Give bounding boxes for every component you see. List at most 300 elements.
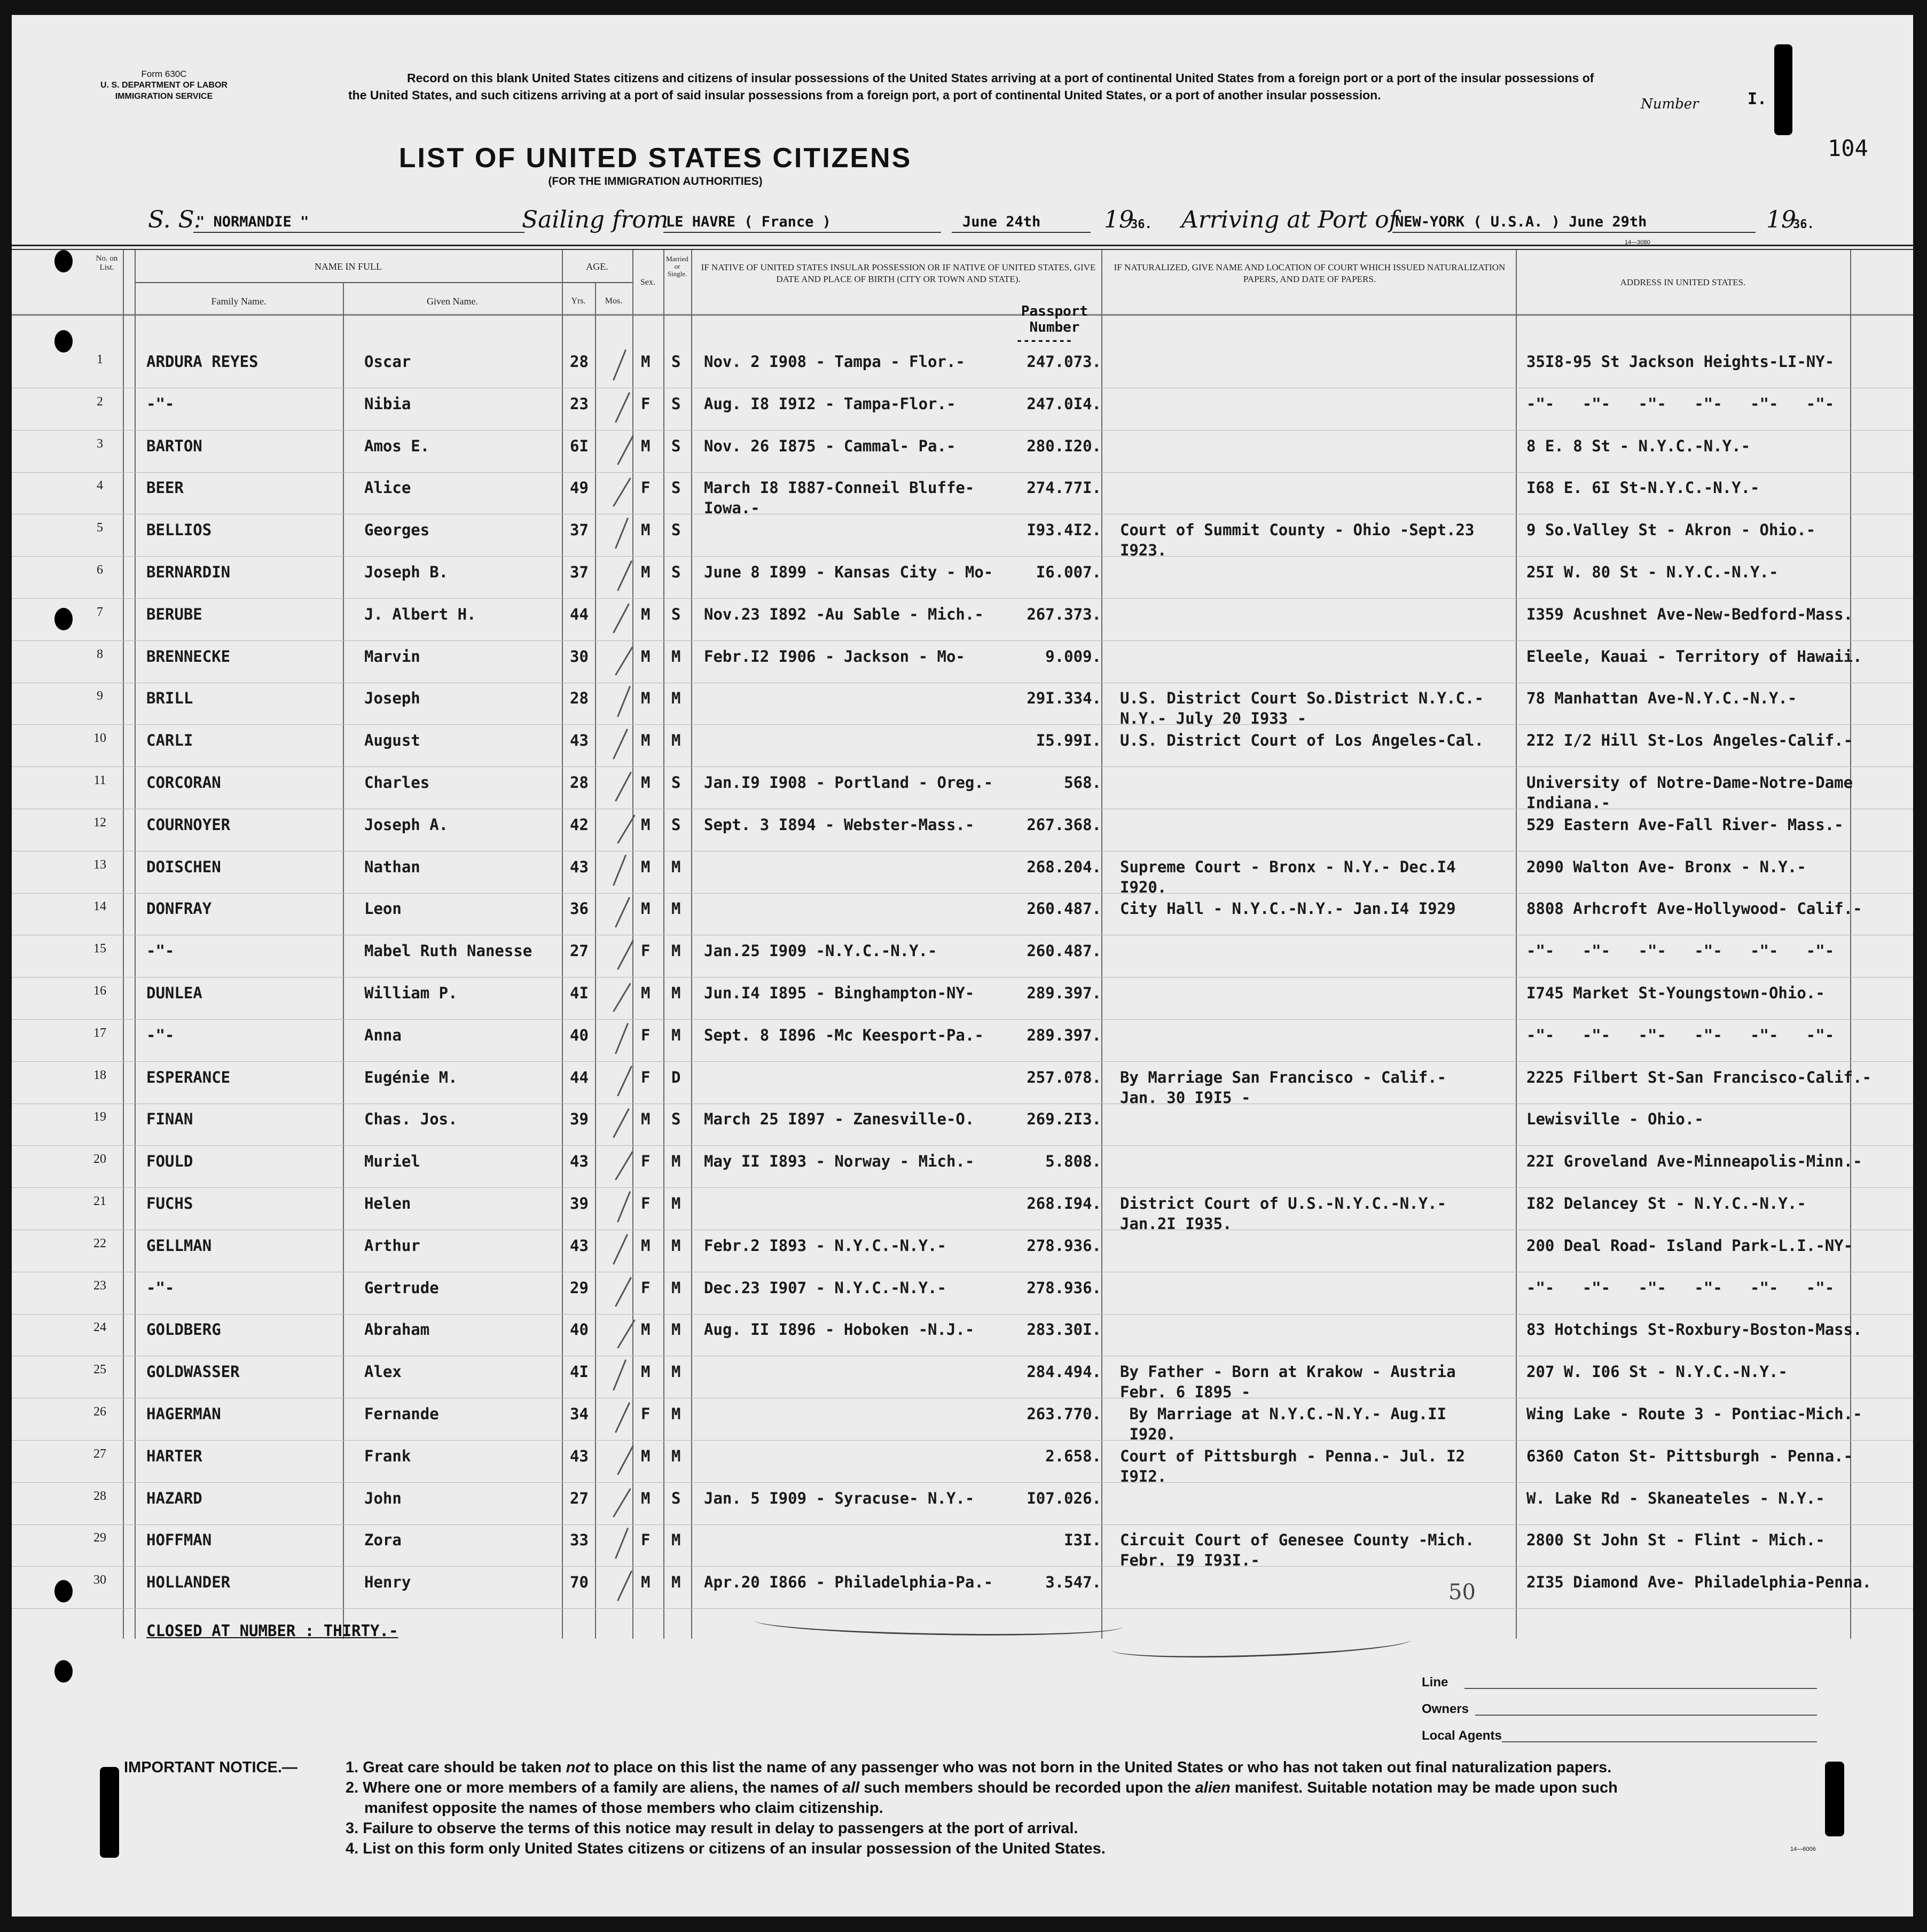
cell-family: DOISCHEN: [146, 858, 221, 876]
cell-passport: 283.30I.: [1027, 1320, 1101, 1339]
cell-family: -"-: [146, 395, 175, 413]
cell-yrs: 27: [570, 1489, 589, 1507]
header-sex: Sex.: [640, 278, 655, 287]
cell-given: Gertrude: [364, 1279, 439, 1297]
ship-rule: [193, 232, 524, 233]
cell-family: DUNLEA: [146, 984, 202, 1002]
table-row: [12, 1441, 1913, 1485]
cell-passport: 268.I94.: [1027, 1194, 1101, 1213]
cell-ms: M: [671, 1237, 681, 1255]
cell-birth: Sept. 3 I894 - Webster-Mass.-: [704, 816, 975, 834]
cell-family: HOFFMAN: [146, 1531, 212, 1549]
print-code-bottom: 14—6006: [1790, 1846, 1816, 1852]
local-agents-rule: [1502, 1741, 1817, 1742]
cell-family: COURNOYER: [146, 816, 231, 834]
handwritten-count: 50: [1448, 1580, 1476, 1605]
cell-addr: University of Notre-Dame-Notre-Dame: [1526, 773, 1853, 792]
cell-birth: Apr.20 I866 - Philadelphia-Pa.-: [704, 1573, 993, 1591]
cell-addr: 6360 Caton St- Pittsburgh - Penna.-: [1526, 1447, 1853, 1465]
cell-addr: I82 Delancey St - N.Y.C.-N.Y.-: [1526, 1194, 1806, 1213]
cell-nat: By Marriage San Francisco - Calif.-: [1120, 1068, 1447, 1086]
cell-passport: 267.373.: [1027, 605, 1101, 623]
cell-sex: F: [641, 942, 651, 960]
cell-ms: S: [671, 605, 681, 623]
cell-birth: Nov.23 I892 -Au Sable - Mich.-: [704, 605, 984, 623]
cell-addr: -"- -"- -"- -"- -"- -"-: [1526, 395, 1835, 413]
cell-passport: 257.078.: [1027, 1068, 1101, 1086]
cell-yrs: 4I: [570, 984, 589, 1002]
cell-sex: M: [641, 773, 651, 792]
cell-given: Eugénie M.: [364, 1068, 458, 1086]
table-row: [12, 346, 1913, 388]
cell-no: 1: [97, 353, 103, 366]
cell-no: 25: [93, 1363, 106, 1376]
cell-yrs: 37: [570, 521, 589, 539]
inspector-signature: [754, 1609, 1123, 1638]
cell-nat2: Jan.2I I935.: [1120, 1215, 1232, 1233]
cell-birth: Aug. II I896 - Hoboken -N.J.-: [704, 1320, 975, 1339]
cell-yrs: 34: [570, 1405, 589, 1423]
cell-birth: Febr.2 I893 - N.Y.C.-N.Y.-: [704, 1237, 946, 1255]
cell-birth: Aug. I8 I9I2 - Tampa-Flor.-: [704, 395, 956, 413]
cell-nat: Court of Summit County - Ohio -Sept.23: [1120, 521, 1475, 539]
cell-ms: M: [671, 1320, 681, 1339]
cell-no: 29: [93, 1531, 106, 1545]
arriving-label: Arriving at Port of: [1181, 206, 1398, 233]
cell-sex: M: [641, 605, 651, 623]
number-label: Number: [1641, 96, 1699, 112]
cell-sex: M: [641, 521, 651, 539]
table-row: [12, 472, 1913, 517]
cell-passport: 9.009.: [1045, 647, 1101, 666]
cell-sex: M: [641, 1489, 651, 1507]
cell-birth: Sept. 8 I896 -Mc Keesport-Pa.-: [704, 1026, 984, 1044]
cell-birth: May II I893 - Norway - Mich.-: [704, 1152, 975, 1170]
cell-passport: 247.0I4.: [1027, 395, 1101, 413]
table-row: [12, 851, 1913, 896]
cell-yrs: 40: [570, 1026, 589, 1044]
table-row: [12, 725, 1913, 766]
cell-no: 18: [93, 1068, 106, 1082]
cell-given: Helen: [364, 1194, 411, 1213]
cell-no: 7: [97, 605, 103, 619]
cell-family: GOLDWASSER: [146, 1363, 240, 1381]
punch-hole: [54, 250, 73, 272]
cell-no: 3: [97, 437, 103, 451]
cell-sex: F: [641, 1194, 651, 1213]
cell-passport: I93.4I2.: [1027, 521, 1101, 539]
cell-nat2: I9I2.: [1120, 1467, 1167, 1485]
cell-no: 9: [97, 689, 103, 703]
header-given-name: Given Name.: [427, 296, 478, 307]
cell-passport: 247.073.: [1027, 353, 1101, 371]
cell-yrs: 23: [570, 395, 589, 413]
cell-given: Marvin: [364, 647, 420, 666]
cell-birth: Jan.I9 I908 - Portland - Oreg.-: [704, 773, 993, 792]
notice-text: 1. Great care should be taken: [346, 1759, 566, 1776]
table-top-rule: [12, 249, 1913, 250]
table-row: [12, 1567, 1913, 1608]
cell-passport: 5.808.: [1045, 1152, 1101, 1170]
cell-given: Henry: [364, 1573, 411, 1591]
cell-sex: M: [641, 1237, 651, 1255]
cell-yrs: 28: [570, 773, 589, 792]
local-agents-label: Local Agents: [1422, 1728, 1502, 1743]
cell-nat2: I920.: [1120, 878, 1167, 896]
cell-yrs: 43: [570, 1447, 589, 1465]
cell-passport: 274.77I.: [1027, 479, 1101, 497]
cell-yrs: 43: [570, 731, 589, 749]
cell-yrs: 49: [570, 479, 589, 497]
header-mos: Mos.: [605, 296, 623, 306]
cell-addr: 2090 Walton Ave- Bronx - N.Y.-: [1526, 858, 1806, 876]
cell-no: 14: [93, 899, 106, 913]
cell-ms: M: [671, 689, 681, 707]
cell-given: J. Albert H.: [364, 605, 476, 623]
cell-birth: Febr.I2 I906 - Jackson - Mo-: [704, 647, 965, 666]
cell-ms: M: [671, 647, 681, 666]
table-row: [12, 1356, 1913, 1401]
cell-no: 16: [93, 984, 106, 998]
cell-addr: 529 Eastern Ave-Fall River- Mass.-: [1526, 816, 1844, 834]
cell-given: Anna: [364, 1026, 402, 1044]
cell-addr: 200 Deal Road- Island Park-L.I.-NY-: [1526, 1237, 1853, 1255]
notice-heading: IMPORTANT NOTICE.—: [124, 1759, 297, 1776]
line-rule: [1464, 1688, 1817, 1689]
table-row: [12, 893, 1913, 935]
manifest-page: [12, 15, 1913, 1917]
notice-emphasis: not: [566, 1759, 590, 1776]
cell-passport: 289.397.: [1027, 1026, 1101, 1044]
service: IMMIGRATION SERVICE: [115, 92, 213, 101]
cell-birth: March I8 I887-Conneil Bluffe-: [704, 479, 975, 497]
cell-sex: M: [641, 984, 651, 1002]
year2-prefix: 19: [1766, 206, 1796, 233]
cell-given: Alex: [364, 1363, 402, 1381]
cell-family: FOULD: [146, 1152, 193, 1170]
cell-yrs: 28: [570, 689, 589, 707]
cell-given: Charles: [364, 773, 430, 792]
header-bottom-rule: [12, 314, 1913, 316]
cell-family: -"-: [146, 1279, 175, 1297]
table-row: [12, 514, 1913, 559]
cell-yrs: 70: [570, 1573, 589, 1591]
notice-item-4: 4. List on this form only United States citizens or citizens of an insular possession of the United States.: [346, 1840, 1106, 1857]
cell-addr: I359 Acushnet Ave-New-Bedford-Mass.: [1526, 605, 1853, 623]
cell-no: 19: [93, 1110, 106, 1124]
cell-ms: M: [671, 731, 681, 749]
cell-no: 15: [93, 942, 106, 956]
cell-ms: M: [671, 1531, 681, 1549]
cell-addr: Wing Lake - Route 3 - Pontiac-Mich.-: [1526, 1405, 1862, 1423]
header-no: No. on List.: [96, 254, 118, 272]
cell-given: William P.: [364, 984, 458, 1002]
cell-addr: 9 So.Valley St - Akron - Ohio.-: [1526, 521, 1816, 539]
cell-ms: S: [671, 773, 681, 792]
cell-no: 24: [93, 1320, 106, 1334]
cell-yrs: 40: [570, 1320, 589, 1339]
cell-sex: F: [641, 395, 651, 413]
cell-no: 17: [93, 1026, 106, 1040]
cell-nat: District Court of U.S.-N.Y.C.-N.Y.-: [1120, 1194, 1447, 1213]
cell-nat: U.S. District Court So.District N.Y.C.-: [1120, 689, 1484, 707]
cell-addr: 78 Manhattan Ave-N.Y.C.-N.Y.-: [1526, 689, 1797, 707]
header-married: Married or Single.: [666, 255, 688, 278]
name-subheader-rule: [135, 282, 562, 283]
notice-text: such members should be recorded upon the: [859, 1779, 1195, 1796]
cell-family: HOLLANDER: [146, 1573, 231, 1591]
cell-no: 13: [93, 858, 106, 872]
cell-given: Nibia: [364, 395, 411, 413]
cell-passport: 260.487.: [1027, 942, 1101, 960]
cell-birth2: Iowa.-: [704, 499, 760, 517]
cell-no: 4: [97, 479, 103, 492]
cell-no: 8: [97, 647, 103, 661]
notice-text: 2. Where one or more members of a family are aliens, the names of: [346, 1779, 842, 1796]
line-label: Line: [1422, 1675, 1448, 1689]
cell-addr: Eleele, Kauai - Territory of Hawaii.: [1526, 647, 1862, 666]
table-row: [12, 431, 1913, 472]
cell-given: Fernande: [364, 1405, 439, 1423]
cell-passport: 278.936.: [1027, 1237, 1101, 1255]
table-row: [12, 1146, 1913, 1187]
cell-ms: M: [671, 858, 681, 876]
cell-addr: I745 Market St-Youngstown-Ohio.-: [1526, 984, 1825, 1002]
cell-given: Joseph: [364, 689, 420, 707]
header-passport: Passport Number: [1021, 303, 1088, 335]
cell-addr: 83 Hotchings St-Roxbury-Boston-Mass.: [1526, 1320, 1862, 1339]
cell-passport: 568.: [1064, 773, 1101, 792]
cell-family: BRENNECKE: [146, 647, 231, 666]
page-title: LIST OF UNITED STATES CITIZENS: [398, 143, 912, 174]
cell-ms: S: [671, 1489, 681, 1507]
cell-ms: M: [671, 899, 681, 918]
table-row: [12, 1020, 1913, 1061]
cell-ms: S: [671, 521, 681, 539]
cell-passport: I07.026.: [1027, 1489, 1101, 1507]
cell-family: CARLI: [146, 731, 193, 749]
cell-sex: M: [641, 1320, 651, 1339]
cell-addr: 207 W. I06 St - N.Y.C.-N.Y.-: [1526, 1363, 1788, 1381]
cell-ms: S: [671, 1110, 681, 1128]
cell-addr2: Indiana.-: [1526, 794, 1611, 812]
notice-text: manifest. Suitable notation may be made upon such: [1230, 1779, 1618, 1796]
table-row: [12, 1104, 1913, 1145]
cell-family: HAZARD: [146, 1489, 202, 1507]
cell-yrs: 4I: [570, 1363, 589, 1381]
cell-family: BARTON: [146, 437, 202, 455]
cell-passport: 284.494.: [1027, 1363, 1101, 1381]
cell-passport: I3I.: [1064, 1531, 1101, 1549]
notice-item-1: [346, 1757, 1841, 1778]
header-yrs: Yrs.: [571, 296, 586, 306]
owners-rule: [1475, 1715, 1817, 1716]
cell-addr: 2I2 I/2 Hill St-Los Angeles-Calif.-: [1526, 731, 1853, 749]
cell-given: John: [364, 1489, 402, 1507]
cell-no: 2: [97, 395, 103, 409]
cell-no: 20: [93, 1152, 106, 1166]
ship-name: " NORMANDIE ": [196, 214, 309, 230]
header-family-name: Family Name.: [211, 296, 267, 307]
intro-text: Record on this blank United States citizens and citizens of insular possessions of the United States arriving at a port of continental United States from a foreign port or a port of the insular possessions of the United States, and such citizens arriving at a port of said insular possessions from a foreign port, a port of continental United States, or a port of another insular possession.: [348, 71, 1594, 102]
closed-at-number: CLOSED AT NUMBER : THIRTY.-: [146, 1622, 398, 1640]
cell-addr: 8 E. 8 St - N.Y.C.-N.Y.-: [1526, 437, 1751, 455]
cell-no: 12: [93, 816, 106, 830]
notice-item-2: [346, 1778, 1841, 1798]
cell-sex: M: [641, 858, 651, 876]
cell-sex: M: [641, 647, 651, 666]
cell-birth: Jan. 5 I909 - Syracuse- N.Y.-: [704, 1489, 975, 1507]
cell-family: HAGERMAN: [146, 1405, 221, 1423]
ss-label: S. S.: [148, 206, 201, 233]
header-age: AGE.: [586, 261, 608, 272]
cell-yrs: 43: [570, 1237, 589, 1255]
date-rule: [952, 232, 1091, 233]
cell-given: Arthur: [364, 1237, 420, 1255]
print-code: 14—3080: [1625, 239, 1650, 246]
table-row: [12, 1314, 1913, 1356]
cell-yrs: 39: [570, 1194, 589, 1213]
cell-family: BEER: [146, 479, 184, 497]
cell-yrs: 27: [570, 942, 589, 960]
cell-passport: 289.397.: [1027, 984, 1101, 1002]
cell-nat2: Febr. I9 I93I.-: [1120, 1551, 1260, 1569]
cell-birth: Nov. 2 I908 - Tampa - Flor.-: [704, 353, 965, 371]
cell-passport: 2.658.: [1045, 1447, 1101, 1465]
cell-passport: 267.368.: [1027, 816, 1101, 834]
cell-sex: M: [641, 689, 651, 707]
cell-yrs: 44: [570, 1068, 589, 1086]
cell-passport: 280.I20.: [1027, 437, 1101, 455]
table-row: [12, 557, 1913, 598]
table-row: [12, 1272, 1913, 1314]
cell-addr: 22I Groveland Ave-Minneapolis-Minn.-: [1526, 1152, 1862, 1170]
to-rule: [1392, 232, 1756, 233]
year1-suffix: 36.: [1131, 218, 1152, 231]
cell-birth: Jun.I4 I895 - Binghampton-NY-: [704, 984, 975, 1002]
cell-passport: 29I.334.: [1027, 689, 1101, 707]
cell-addr: 2225 Filbert St-San Francisco-Calif.-: [1526, 1068, 1872, 1086]
cell-given: Chas. Jos.: [364, 1110, 458, 1128]
cell-ms: M: [671, 1573, 681, 1591]
cell-no: 6: [97, 563, 103, 577]
table-row: [12, 1524, 1913, 1569]
table-top-rule: [12, 245, 1913, 246]
cell-given: Zora: [364, 1531, 402, 1549]
cell-addr: Lewisville - Ohio.-: [1526, 1110, 1704, 1128]
cell-ms: S: [671, 563, 681, 581]
cell-family: ESPERANCE: [146, 1068, 231, 1086]
row-rule: [12, 1608, 1913, 1609]
department: U. S. DEPARTMENT OF LABOR: [100, 81, 228, 90]
cell-family: -"-: [146, 942, 175, 960]
cell-yrs: 44: [570, 605, 589, 623]
cell-nat: Supreme Court - Bronx - N.Y.- Dec.I4: [1120, 858, 1456, 876]
notice-emphasis: all: [842, 1779, 860, 1796]
cell-family: ARDURA REYES: [146, 353, 258, 371]
cell-sex: M: [641, 816, 651, 834]
cell-no: 5: [97, 521, 103, 535]
cell-nat: Court of Pittsburgh - Penna.- Jul. I2: [1120, 1447, 1466, 1465]
table-row: [12, 767, 1913, 812]
cell-yrs: 29: [570, 1279, 589, 1297]
cell-yrs: 43: [570, 1152, 589, 1170]
table-row: [12, 599, 1913, 640]
table-row: [12, 809, 1913, 851]
cell-given: Nathan: [364, 858, 420, 876]
table-row: [12, 1483, 1913, 1524]
cell-ms: M: [671, 1194, 681, 1213]
table-row: [12, 977, 1913, 1019]
cell-ms: M: [671, 984, 681, 1002]
cell-yrs: 33: [570, 1531, 589, 1549]
cell-addr: 8808 Arhcroft Ave-Hollywood- Calif.-: [1526, 899, 1862, 918]
cell-sex: F: [641, 1026, 651, 1044]
cell-addr: I68 E. 6I St-N.Y.C.-N.Y.-: [1526, 479, 1760, 497]
cell-passport: 260.487.: [1027, 899, 1101, 918]
cell-passport: 278.936.: [1027, 1279, 1101, 1297]
cell-given: Muriel: [364, 1152, 420, 1170]
cell-birth: Dec.23 I907 - N.Y.C.-N.Y.-: [704, 1279, 946, 1297]
to-port: NEW-YORK ( U.S.A. ) June 29th: [1395, 214, 1647, 230]
cell-sex: F: [641, 1279, 651, 1297]
cell-sex: M: [641, 1110, 651, 1128]
cell-family: -"-: [146, 1026, 175, 1044]
cell-nat2: Jan. 30 I9I5 -: [1120, 1089, 1251, 1107]
cell-ms: S: [671, 816, 681, 834]
table-row: [12, 1230, 1913, 1272]
cell-passport: 3.547.: [1045, 1573, 1101, 1591]
cell-nat2: N.Y.- July 20 I933 -: [1120, 709, 1307, 728]
inspector-signature: [1111, 1628, 1411, 1662]
cell-sex: F: [641, 479, 651, 497]
cell-given: Joseph A.: [364, 816, 449, 834]
cell-given: Alice: [364, 479, 411, 497]
cell-nat: By Father - Born at Krakow - Austria: [1120, 1363, 1456, 1381]
cell-addr: -"- -"- -"- -"- -"- -"-: [1526, 1026, 1835, 1044]
table-row: [12, 1188, 1913, 1233]
cell-ms: S: [671, 353, 681, 371]
notice-text: to place on this list the name of any passenger who was not born in the United States or who has not taken out final naturalization papers.: [590, 1759, 1612, 1776]
table-row: [12, 1398, 1913, 1443]
page-subtitle: (FOR THE IMMIGRATION AUTHORITIES): [548, 175, 763, 187]
cell-family: BRILL: [146, 689, 193, 707]
cell-yrs: 43: [570, 858, 589, 876]
cell-addr: -"- -"- -"- -"- -"- -"-: [1526, 942, 1835, 960]
cell-no: 11: [93, 773, 106, 787]
cell-ms: S: [671, 395, 681, 413]
cell-family: BERUBE: [146, 605, 202, 623]
cell-sex: M: [641, 731, 651, 749]
cell-passport: 269.2I3.: [1027, 1110, 1101, 1128]
cell-ms: M: [671, 1363, 681, 1381]
cell-yrs: 30: [570, 647, 589, 666]
cell-ms: M: [671, 1405, 681, 1423]
cell-no: 23: [93, 1279, 106, 1293]
cell-sex: F: [641, 1405, 651, 1423]
cell-addr: 2I35 Diamond Ave- Philadelphia-Penna.: [1526, 1573, 1872, 1591]
cell-ms: S: [671, 437, 681, 455]
cell-family: HARTER: [146, 1447, 202, 1465]
table-row: [12, 641, 1913, 683]
cell-sex: M: [641, 353, 651, 371]
cell-ms: M: [671, 1152, 681, 1170]
year1-prefix: 19: [1104, 206, 1134, 233]
cell-given: August: [364, 731, 420, 749]
header-name-in-full: NAME IN FULL: [315, 261, 382, 272]
cell-no: 28: [93, 1489, 106, 1503]
year2-suffix: 36.: [1793, 218, 1814, 231]
